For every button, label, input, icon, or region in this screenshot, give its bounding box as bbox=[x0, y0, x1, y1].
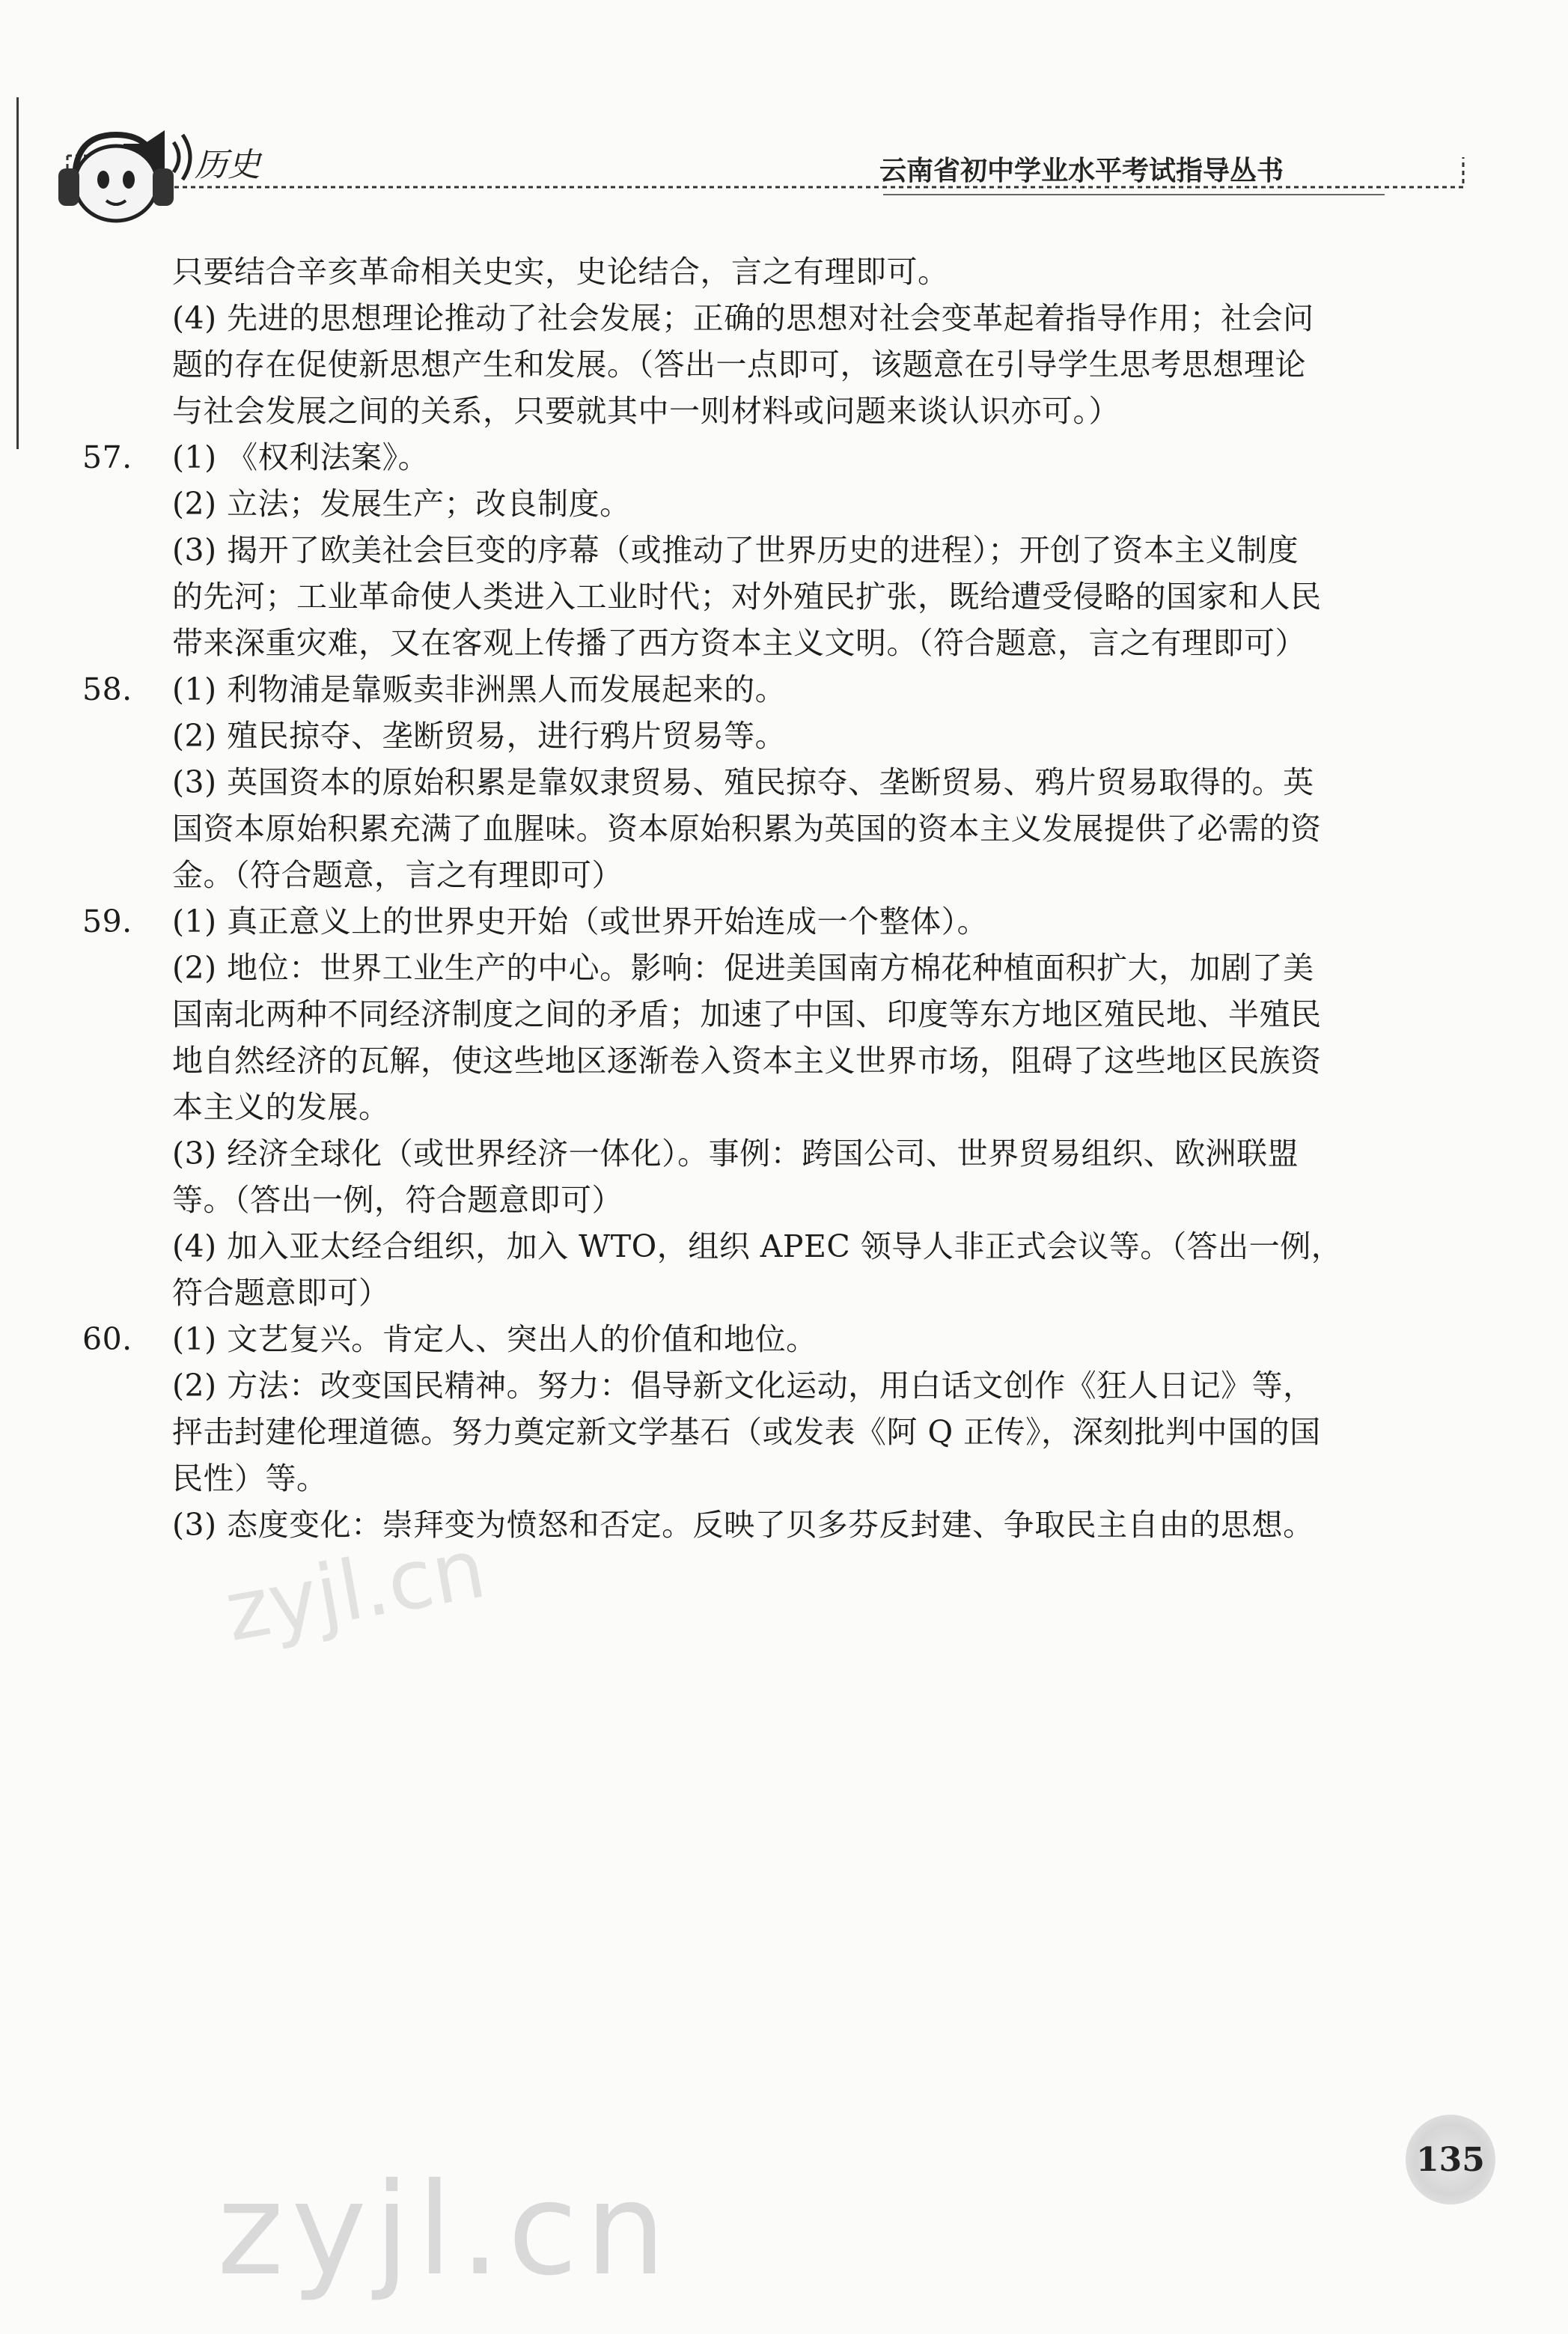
answer-line bbox=[82, 573, 1415, 620]
answer-line bbox=[82, 527, 1415, 573]
answer-text: 地自然经济的瓦解，使这些地区逐渐卷入资本主义世界市场，阻碍了这些地区民族资 bbox=[172, 1043, 1322, 1079]
answer-line bbox=[82, 341, 1415, 388]
answer-text: (3) 态度变化：崇拜变为愤怒和否定。反映了贝多芬反封建、争取民主自由的思想。 bbox=[172, 1507, 1314, 1543]
answer-text: (4) 加入亚太经合组织，加入 WTO，组织 APEC 领导人非正式会议等。（答出一例， bbox=[172, 1228, 1343, 1264]
answer-text: 抨击封建伦理道德。努力奠定新文学基石（或发表《阿 Q 正传》，深刻批判中国的国 bbox=[172, 1414, 1321, 1450]
question-number: 57. bbox=[82, 439, 132, 475]
answer-line bbox=[82, 249, 1415, 295]
page-number-badge bbox=[1406, 2115, 1495, 2204]
answer-line bbox=[82, 852, 1415, 898]
answer-text: 金。（符合题意，言之有理即可） bbox=[172, 857, 623, 893]
answer-line bbox=[82, 1362, 1415, 1409]
answer-line bbox=[82, 1037, 1415, 1084]
answer-line bbox=[82, 1455, 1415, 1502]
answer-text: 民性）等。 bbox=[172, 1460, 328, 1496]
answer-text: (2) 殖民掠夺、垄断贸易，进行鸦片贸易等。 bbox=[172, 718, 787, 754]
answer-line bbox=[82, 388, 1415, 434]
answer-line bbox=[82, 1409, 1415, 1455]
answer-text: (2) 方法：改变国民精神。努力：倡导新文化运动，用白话文创作《狂人日记》等， bbox=[172, 1368, 1314, 1404]
answer-line bbox=[82, 1084, 1415, 1130]
answer-text: 符合题意即可） bbox=[172, 1275, 390, 1311]
answer-text: 只要结合辛亥革命相关史实，史论结合，言之有理即可。 bbox=[172, 254, 949, 290]
answer-text: (1) 利物浦是靠贩卖非洲黑人而发展起来的。 bbox=[172, 671, 787, 707]
answer-text: (2) 地位：世界工业生产的中心。影响：促进美国南方棉花种植面积扩大，加剧了美 bbox=[172, 950, 1314, 986]
answer-text: 国资本原始积累充满了血腥味。资本原始积累为英国的资本主义发展提供了必需的资 bbox=[172, 811, 1322, 847]
answer-text: 题的存在促使新思想产生和发展。（答出一点即可，该题意在引导学生思考思想理论 bbox=[172, 347, 1306, 383]
answer-text: (1) 文艺复兴。肯定人、突出人的价值和地位。 bbox=[172, 1321, 817, 1357]
answer-line bbox=[82, 991, 1415, 1037]
answer-content bbox=[82, 249, 1415, 1548]
answer-line bbox=[82, 620, 1415, 666]
header-subject: 历史 bbox=[195, 146, 260, 184]
answer-line bbox=[82, 1502, 1415, 1548]
answer-text: (2) 立法；发展生产；改良制度。 bbox=[172, 486, 631, 522]
answer-line bbox=[82, 805, 1415, 852]
question-number: 60. bbox=[82, 1321, 132, 1357]
answer-line bbox=[82, 1130, 1415, 1177]
answer-text: 等。（答出一例，符合题意即可） bbox=[172, 1182, 623, 1218]
answer-line bbox=[82, 713, 1415, 759]
answer-line bbox=[82, 1177, 1415, 1223]
page-number: 135 bbox=[1416, 2140, 1485, 2179]
watermark-small: zyjl.cn bbox=[218, 1520, 492, 1660]
answer-text: 带来深重灾难，又在客观上传播了西方资本主义文明。（符合题意，言之有理即可） bbox=[172, 625, 1306, 661]
answer-line bbox=[82, 481, 1415, 527]
mascot-headphones-icon bbox=[45, 127, 187, 232]
answer-text: 与社会发展之间的关系，只要就其中一则材料或问题来谈认识亦可。） bbox=[172, 393, 1120, 429]
answer-text: (3) 揭开了欧美社会巨变的序幕（或推动了世界历史的进程）；开创了资本主义制度 bbox=[172, 532, 1299, 568]
answer-line bbox=[82, 945, 1415, 991]
answer-line bbox=[82, 666, 1415, 713]
answer-text: (1) 真正意义上的世界史开始（或世界开始连成一个整体）。 bbox=[172, 904, 989, 939]
answer-text: (3) 经济全球化（或世界经济一体化）。事例：跨国公司、世界贸易组织、欧洲联盟 bbox=[172, 1136, 1299, 1171]
answer-text: (3) 英国资本的原始积累是靠奴隶贸易、殖民掠夺、垄断贸易、鸦片贸易取得的。英 bbox=[172, 764, 1314, 800]
watermark: zyjl.cn bbox=[217, 2156, 674, 2304]
answer-line bbox=[82, 898, 1415, 945]
page-header bbox=[45, 127, 1467, 217]
question-number: 59. bbox=[82, 904, 132, 939]
answer-text: 国南北两种不同经济制度之间的矛盾；加速了中国、印度等东方地区殖民地、半殖民 bbox=[172, 996, 1322, 1032]
header-series-title: 云南省初中学业水平考试指导丛书 bbox=[879, 156, 1284, 186]
answer-line bbox=[82, 434, 1415, 481]
answer-text: 的先河；工业革命使人类进入工业时代；对外殖民扩张，既给遭受侵略的国家和人民 bbox=[172, 579, 1322, 615]
answer-line bbox=[82, 295, 1415, 341]
page-edge-shadow bbox=[16, 97, 19, 449]
question-number: 58. bbox=[82, 671, 132, 707]
answer-line bbox=[82, 1223, 1415, 1270]
answer-line bbox=[82, 759, 1415, 805]
answer-line bbox=[82, 1316, 1415, 1362]
answer-text: (4) 先进的思想理论推动了社会发展；正确的思想对社会变革起着指导作用；社会问 bbox=[172, 300, 1314, 336]
answer-text: (1) 《权利法案》。 bbox=[172, 439, 430, 475]
answer-line bbox=[82, 1270, 1415, 1316]
answer-text: 本主义的发展。 bbox=[172, 1089, 390, 1125]
